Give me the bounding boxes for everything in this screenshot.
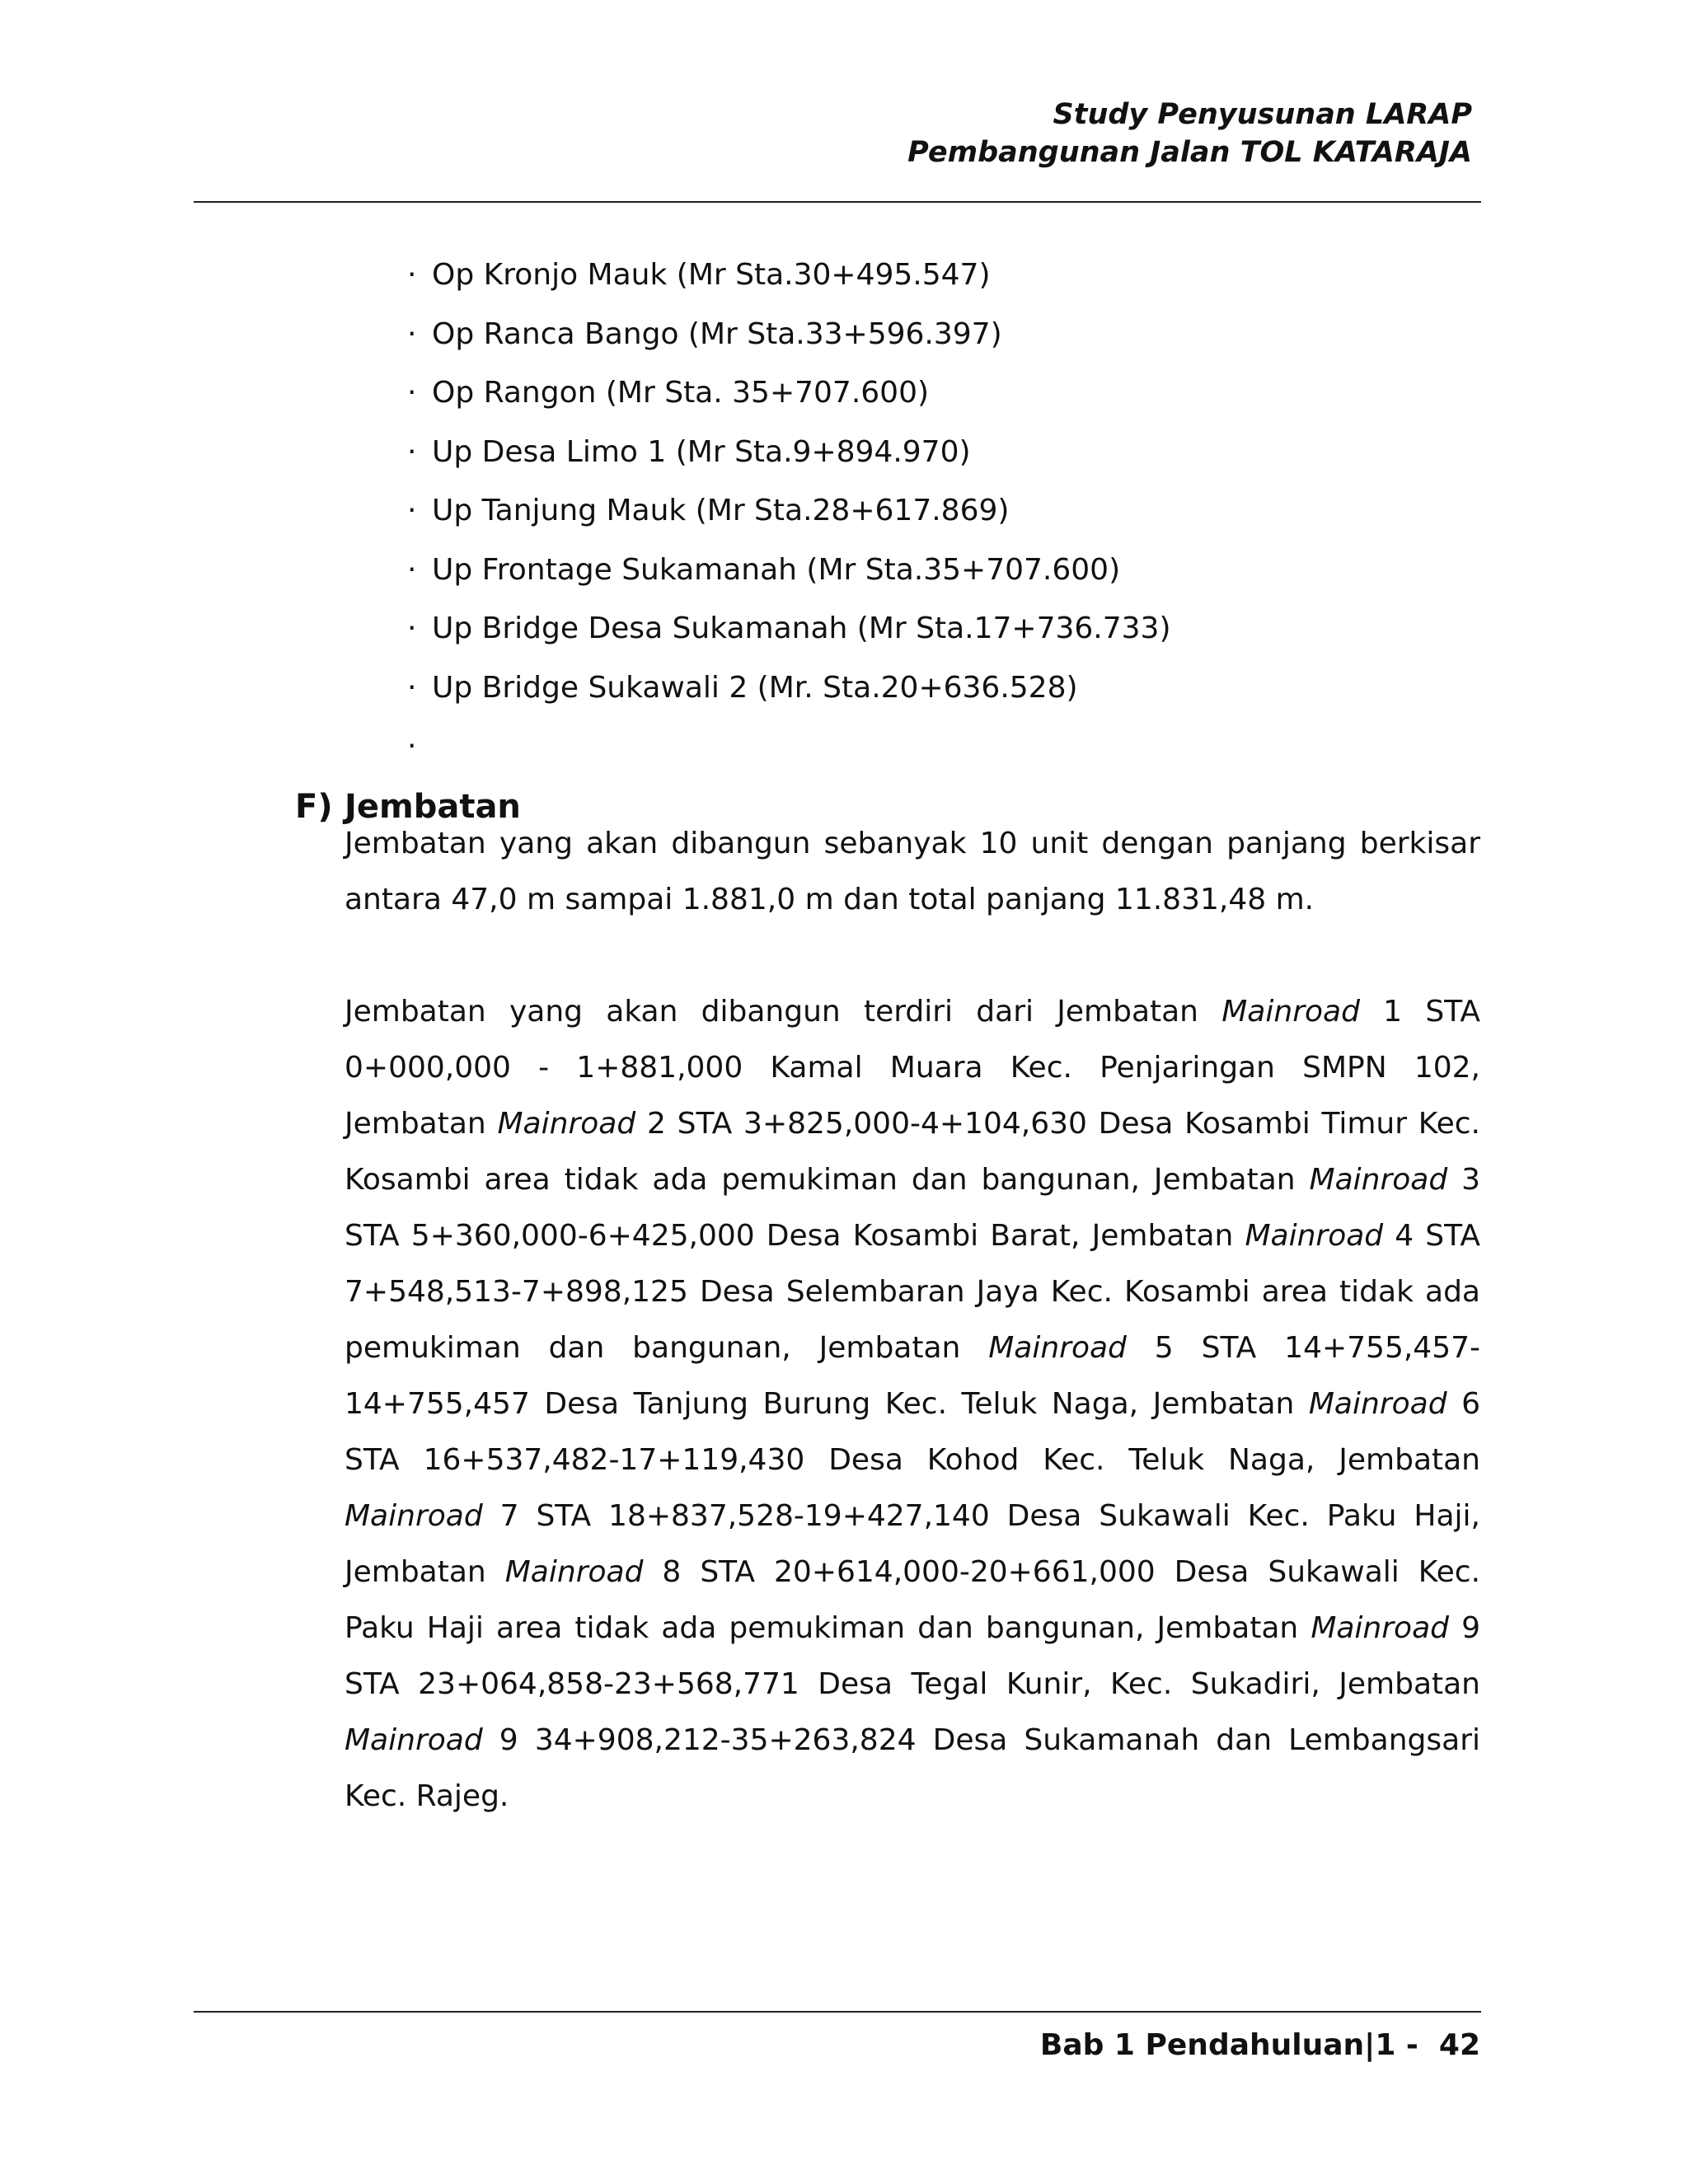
page-footer	[1040, 2021, 1480, 2070]
list-item-empty	[407, 722, 1170, 781]
bullet-marker: ·	[407, 612, 417, 645]
paragraph-segment: 9 34+908,212-35+263,824 Desa Sukamanah dan Lembangsari Kec. Rajeg.	[345, 1723, 1480, 1813]
list-item	[407, 368, 1170, 428]
list-item-text: Up Frontage Sukamanah (Mr Sta.35+707.600)	[432, 552, 1121, 587]
list-item-text: Op Ranca Bango (Mr Sta.33+596.397)	[432, 316, 1002, 351]
page-header	[907, 96, 1472, 171]
footer-chapter: Bab 1 Pendahuluan	[1039, 2028, 1365, 2062]
paragraph-bridge-details	[345, 984, 1480, 1825]
list-item-text: Up Bridge Sukawali 2 (Mr. Sta.20+636.528)	[432, 670, 1078, 705]
italic-term: Mainroad	[345, 1499, 483, 1533]
list-item	[407, 310, 1170, 369]
bullet-marker: ·	[407, 729, 417, 763]
italic-term: Mainroad	[1245, 1219, 1384, 1253]
italic-term: Mainroad	[1221, 995, 1360, 1029]
list-item-text: Up Tanjung Mauk (Mr Sta.28+617.869)	[432, 494, 1010, 527]
list-item	[407, 546, 1170, 605]
station-list	[407, 251, 1170, 781]
bullet-marker: ·	[407, 494, 417, 527]
bullet-marker: ·	[407, 670, 417, 705]
paragraph-segment: 6 STA 16+537,482-17+119,430 Desa Kohod Kec. Teluk Naga, Jembatan	[345, 1387, 1480, 1477]
bullet-marker: ·	[407, 258, 417, 292]
paragraph-segment: 2 STA 3+825,000-4+104,630 Desa Kosambi Timur Kec. Kosambi area tidak ada pemukiman dan bangunan, Jembatan	[345, 1107, 1480, 1197]
bullet-marker: ·	[407, 552, 417, 587]
italic-term: Mainroad	[988, 1331, 1127, 1365]
paragraph-segment: 4 STA 7+548,513-7+898,125 Desa Selembaran Jaya Kec. Kosambi area tidak ada pemukiman dan bangunan, Jembatan	[345, 1219, 1480, 1365]
footer-separator: |	[1364, 2028, 1376, 2062]
list-item-text: Up Bridge Desa Sukamanah (Mr Sta.17+736.733)	[432, 612, 1171, 645]
paragraph-bridge-summary: Jembatan yang akan dibangun sebanyak 10 unit dengan panjang berkisar antara 47,0 m sampai 1.881,0 m dan total panjang 11.831,48 m.	[345, 827, 1480, 916]
paragraph-segment: 8 STA 20+614,000-20+661,000 Desa Sukawali Kec. Paku Haji area tidak ada pemukiman dan bangunan, Jembatan	[345, 1555, 1481, 1645]
italic-term: Mainroad	[504, 1555, 644, 1589]
bullet-marker: ·	[407, 316, 417, 351]
paragraph-segment: 9 STA 23+064,858-23+568,771 Desa Tegal Kunir, Kec. Sukadiri, Jembatan	[345, 1611, 1480, 1701]
list-item-text: Op Kronjo Mauk (Mr Sta.30+495.547)	[432, 258, 991, 292]
footer-page-number: 1 - 42	[1375, 2028, 1480, 2062]
list-item-text: Up Desa Limo 1 (Mr Sta.9+894.970)	[432, 434, 971, 469]
list-item	[407, 486, 1170, 546]
paragraph-segment: 1 STA 0+000,000 - 1+881,000 Kamal Muara Kec. Penjaringan SMPN 102, Jembatan	[345, 995, 1481, 1141]
list-item	[407, 663, 1170, 723]
header-title-line2: Pembangunan Jalan TOL KATARAJA	[907, 136, 1472, 169]
list-item	[407, 604, 1170, 663]
header-divider	[194, 201, 1481, 203]
section-letter: F)	[295, 788, 333, 826]
section-title: Jembatan	[345, 788, 521, 826]
italic-term: Mainroad	[1309, 1163, 1448, 1197]
list-item	[407, 428, 1170, 487]
list-item-text: Op Rangon (Mr Sta. 35+707.600)	[432, 376, 930, 410]
italic-term: Mainroad	[1308, 1387, 1447, 1421]
footer-divider	[194, 2011, 1481, 2013]
italic-term: Mainroad	[1311, 1611, 1449, 1645]
bullet-marker: ·	[407, 434, 417, 469]
italic-term: Mainroad	[345, 1723, 483, 1757]
paragraph-segment: 7 STA 18+837,528-19+427,140 Desa Sukawali Kec. Paku Haji, Jembatan	[345, 1499, 1480, 1589]
list-item	[407, 251, 1170, 310]
paragraph-segment: 5 STA 14+755,457-14+755,457 Desa Tanjung Burung Kec. Teluk Naga, Jembatan	[345, 1331, 1480, 1421]
bullet-marker: ·	[407, 376, 417, 410]
header-title-line1: Study Penyusunan LARAP	[1053, 98, 1472, 131]
paragraph-segment: 3 STA 5+360,000-6+425,000 Desa Kosambi Barat, Jembatan	[345, 1163, 1480, 1253]
paragraph-segment: Jembatan yang akan dibangun terdiri dari Jembatan	[345, 995, 1222, 1029]
italic-term: Mainroad	[497, 1107, 636, 1141]
